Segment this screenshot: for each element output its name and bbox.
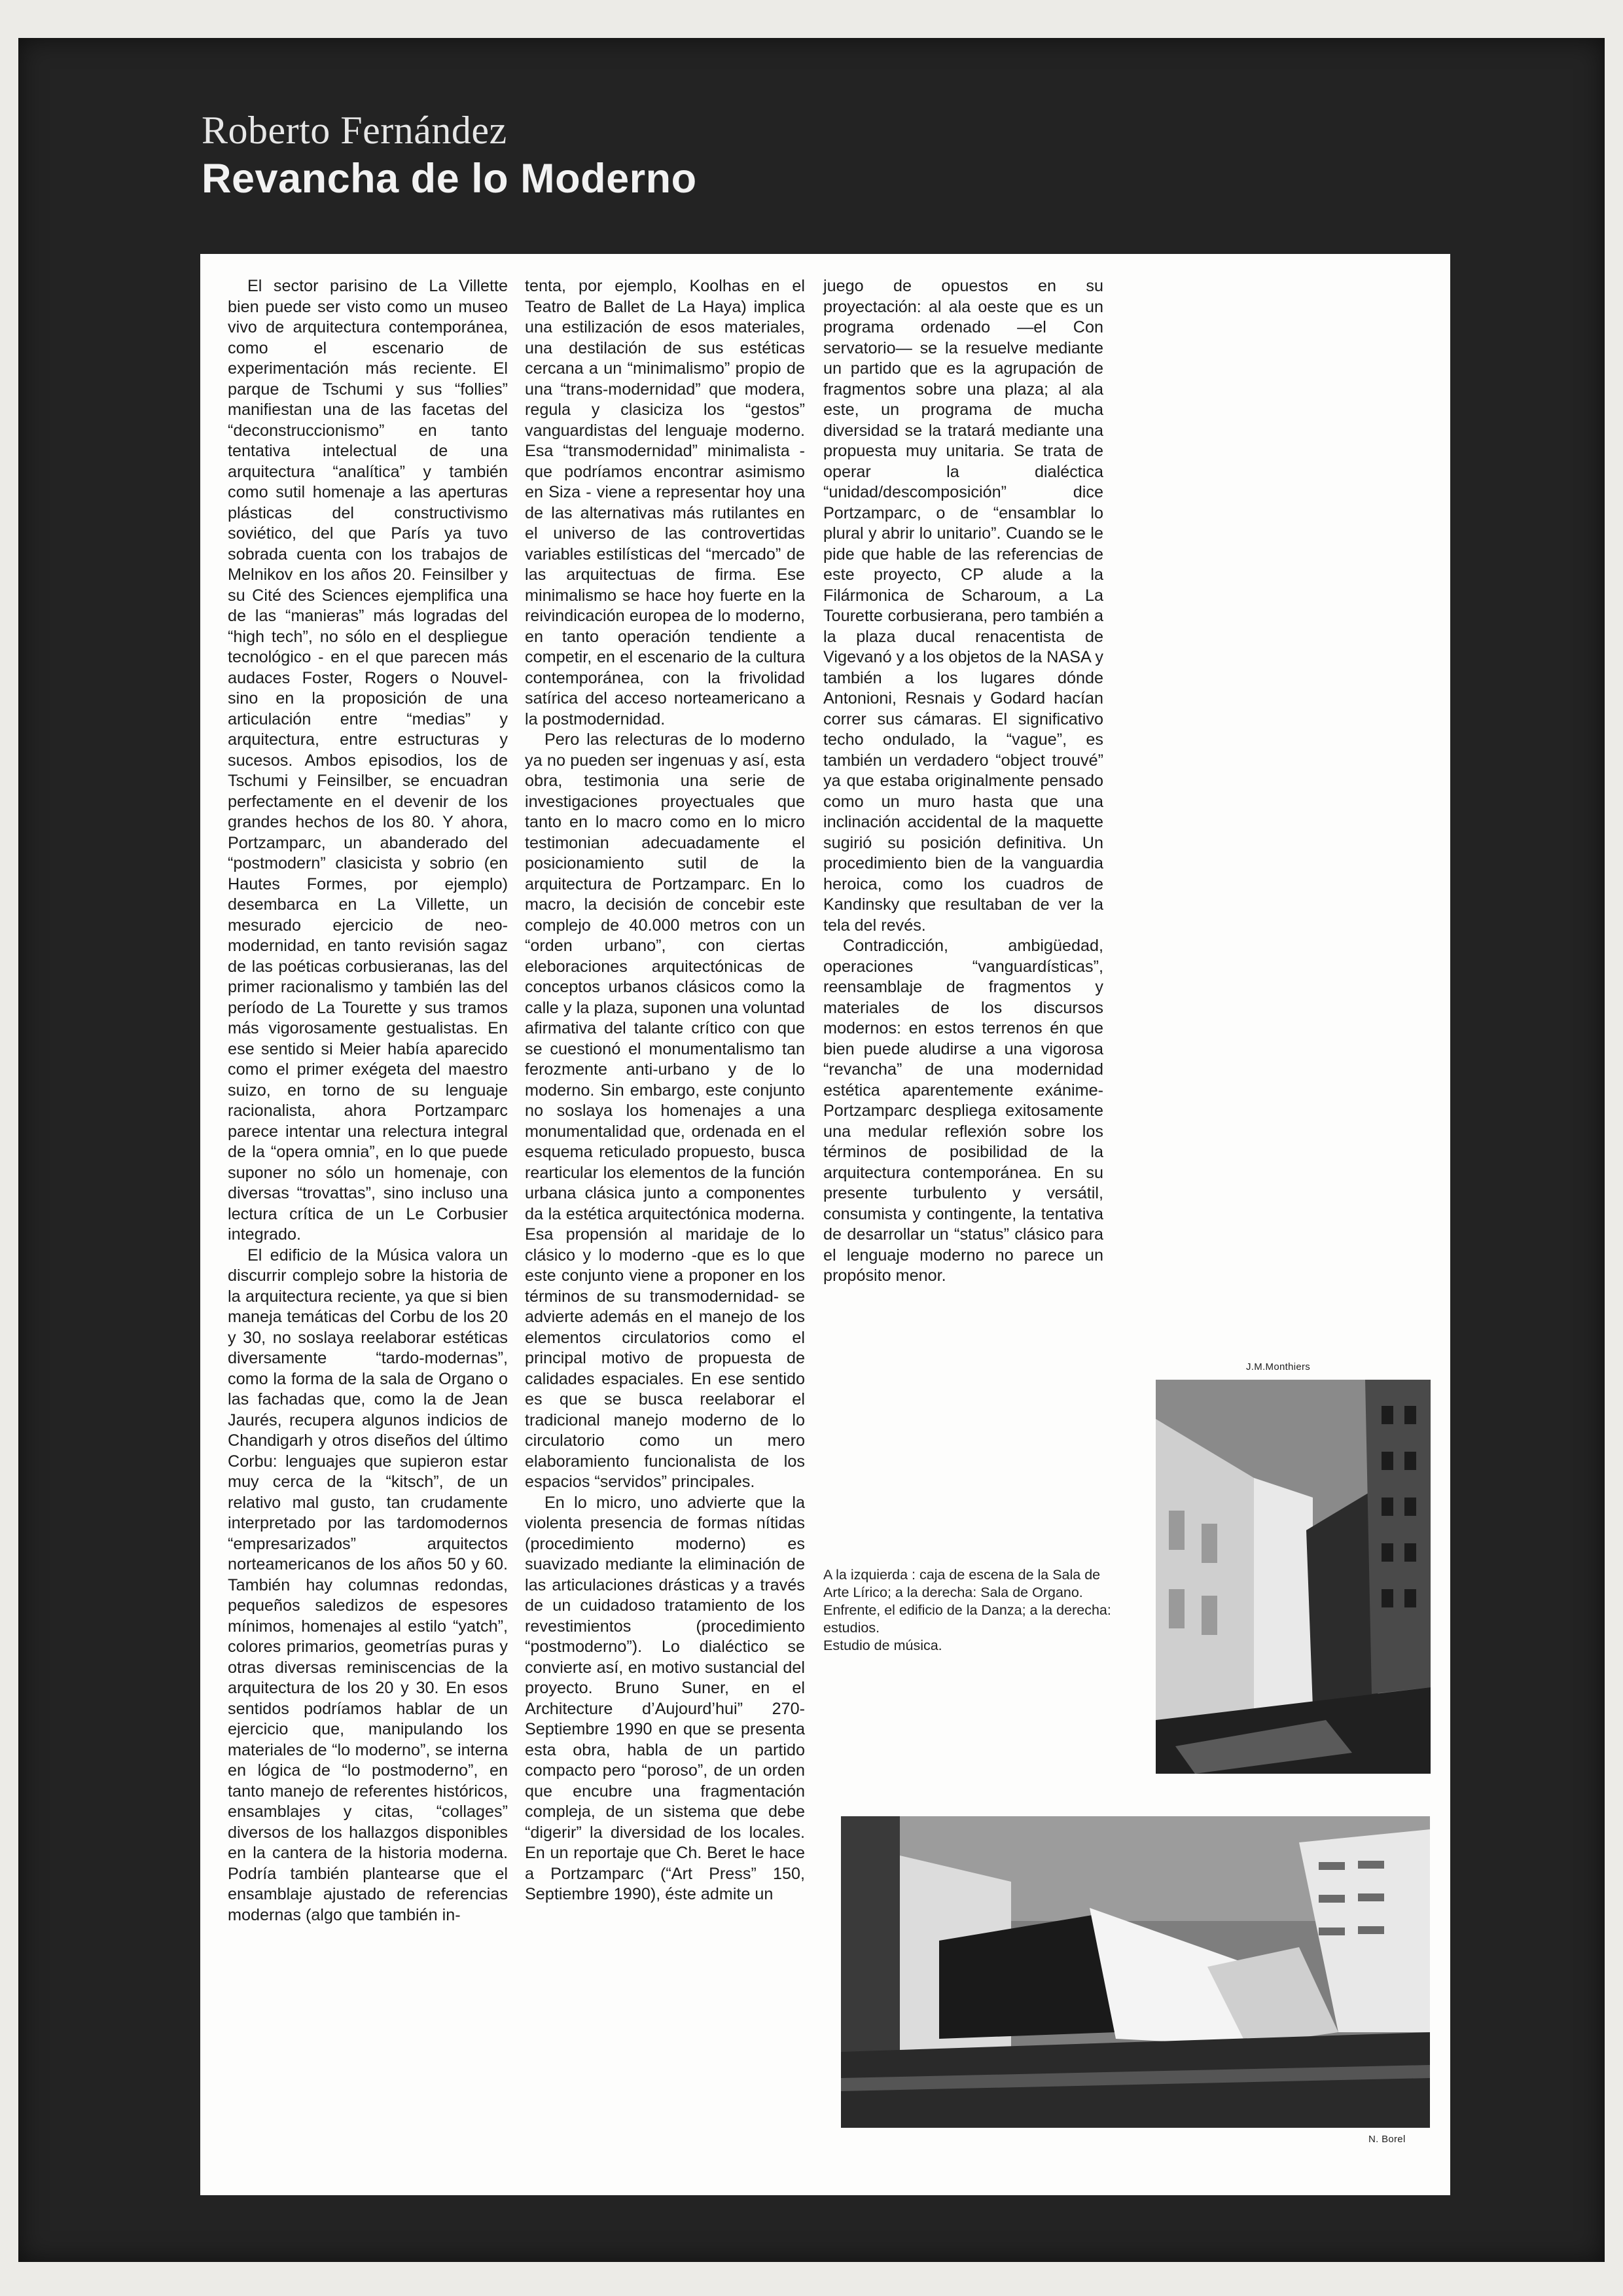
building-photo-2 xyxy=(841,1816,1430,2128)
paragraph: Contradicción, ambigüedad, operaciones “vanguardísticas”, reensamblaje de fragmentos y materiales de los discursos modernos: en estos terrenos én que bien puede aludirse a una vigorosa “revancha” de una modernidad estética aparentemente exánime- Portzamparc despliega exitosamente una medular reflexión sobre los términos de posibilidad de la arquitectura contemporánea. En su presente turbulento y versátil, consumista y contingente, la tentativa de desarrollar un “status” clásico para el lenguaje moderno no parece un propósito menor. xyxy=(823,937,1103,1285)
paragraph: juego de opuestos en su proyectación: al ala oeste que es un programa ordenado —el Con servatorio— se la resuelve mediante un partido que es la agrupación de fragmentos sobre una plaza; al ala este, un programa de mucha diversidad se la tratará mediante una propuesta muy unitaria. Se trata de operar la dialéctica “unidad/descomposición” dice Portzamparc, o de “ensamblar lo plural y abrir lo unitario”. Cuando se le pide que hable de las referencias de este proyecto, CP alude a la Filármonica de Scharoum, a La Tourette corbusierana, pero también a la plaza ducal renacentista de Vigevanó y a los objetos de la NASA y también a los lugares dónde Antonioni, Resnais y Godard hacían correr sus cámaras. El significativo techo ondulado, la “vague”, es también un verdadero “object trouvé” ya que estaba originalmente pensado como un muro hasta que una inclinación accidental de la maquette sugirió su posición definitiva. Un procedimiento bien de la vanguardia heroica, como los cuadros de Kandinsky que resultaban de ver la tela del revés. xyxy=(823,277,1103,935)
text-column-1 xyxy=(228,276,508,1926)
paragraph: Pero las relecturas de lo moderno ya no pueden ser ingenuas y así, esta obra, testimonia una serie de investigaciones proyectuales que tanto en lo macro como en lo micro testimonian adecuadamente el posicionamiento sutil de la arquitectura de Portzamparc. En lo macro, la decisión de concebir este complejo de 40.000 metros con un “orden urbano”, con ciertas eleboraciones arquitectónicas de conceptos urbanos clásicos como la calle y la plaza, suponen una voluntad afirmativa del talante crítico con que se cuestionó el monumentalismo tan ferozmente anti-urbano y de lo moderno. Sin embargo, este conjunto no soslaya los homenajes a una monumentalidad que, ordenada en el esquema reticulado propuesto, busca rearticular los elementos de la función urbana clásica junto a componentes da la estética arquitectónica moderna. Esa propensión al maridaje de lo clásico y lo moderno -que es lo que este conjunto viene a proponer en los términos de su transmodernidad- se advierte además en el manejo de los elementos circulatorios como el principal motivo de propuesta de calidades espaciales. En ese sentido es que se busca reelaborar el tradicional manejo moderno de lo circulatorio como un mero elaboramiento funcionalista de los espacios “servidos” principales. xyxy=(525,730,805,1491)
paragraph: El edificio de la Música valora un discurrir complejo sobre la historia de la arquitectura reciente, ya que si bien maneja temáticas del Corbu de los 20 y 30, no soslaya reelaborar estéticas diversamente “tardo-modernas”, como la forma de la sala de Organo o las fachadas que, como la de Jean Jaurés, recupera algunos indicios de Chandigarh y otros diseños del último Corbu: lenguajes que supieron estar muy cerca de la “kitsch”, de un relativo mal gusto, tan crudamente interpretado por las tardomodernos “empresarizados” arquitectos norteamericanos de los años 50 y 60. También hay columnas redondas, pequeños saledizos de espesores mínimos, homenajes al estilo “yatch”, colores primarios, geometrías puras y otras diversas reminiscencias de la arquitectura de los 20 y 30. En esos sentidos podríamos hablar de un ejercicio que, manipulando los materiales de “lo moderno”, se interna en lógica de “lo postmoderno”, en tanto manejo de referentes históricos, ensamblajes y citas, “collages” diversos de los hallazgos disponibles en la cantera de la historia moderna. Podría también plantearse que el ensamblaje ajustado de referencias modernas (algo que también in- xyxy=(228,1246,508,1924)
paragraph: El sector parisino de La Villette bien puede ser visto como un museo vivo de arquitectura contemporánea, como el escenario de experimentación más reciente. El parque de Tschumi y sus “follies” manifiestan una de las facetas del “deconstruccionismo” en tanto tentativa intelectual de una arquitectura “analítica” y también como sutil homenaje a las aperturas plásticas del constructivismo soviético, del que París ya tuvo sobrada cuenta con los trabajos de Melnikov en los años 20. Feinsilber y su Cité des Sciences ejemplifica una de las “manieras” más logradas del “high tech”, no sólo en el despliegue tecnológico - en el que parecen más audaces Foster, Rogers o Nouvel- sino en la proposición de una articulación entre “medias” y arquitectura, entre estructuras y sucesos. Ambos episodios, los de Tschumi y Feinsilber, se encuadran perfectamente en el devenir de los grandes hechos de los 80. Y ahora, Portzamparc, un abanderado del “postmodern” clasicista y sobrio (en Hautes Formes, por ejemplo) desembarca en La Villette, un mesurado ejercicio de neo-modernidad, en tanto revisión sagaz de las poéticas corbusieranas, las del primer racionalismo y también las del período de La Tourette y sus tramos más vigorosamente gestualistas. En ese sentido si Meier había aparecido como el primer exégeta del maestro suizo, en torno de su lenguaje racionalista, ahora Portzamparc parece intentar una relectura integral de la “opera omnia”, en lo que puede suponer no sólo un homenaje, con diversas “trovattas”, sino incluso una lectura crítica de un Le Corbusier integrado. xyxy=(228,277,508,1244)
caption-line: Estudio de música. xyxy=(823,1638,942,1653)
article-title: Revancha de lo Moderno xyxy=(202,156,697,202)
caption-line: A la izquierda : caja de escena de la Sala de Arte Lírico; a la derecha: Sala de Organo. xyxy=(823,1567,1101,1600)
text-column-2 xyxy=(525,276,805,1905)
photo-sala-de-organo xyxy=(1156,1380,1431,1774)
photo-caption xyxy=(823,1566,1111,1655)
caption-line: Enfrente, el edificio de la Danza; a la derecha: estudios. xyxy=(823,1602,1111,1636)
photo-edificio-danza xyxy=(841,1816,1430,2128)
paragraph: tenta, por ejemplo, Koolhas en el Teatro de Ballet de La Haya) implica una estilización de esos materiales, una destilación de sus estéticas cercana a un “minimalismo” propio de una “trans-modernidad” que modera, regula y clasiciza los “gestos” vanguardistas del lenguaje moderno. Esa “transmodernidad” minimalista -que podríamos encontrar asimismo en Siza - viene a representar hoy una de las alternativas más rutilantes en el universo de las controvertidas variables estilísticas del “mercado” de las arquitectuas de firma. Ese minimalismo se hace hoy fuerte en la reivindicación europea de lo moderno, en tanto operación tendiente a competir, en el escenario de la cultura contemporánea, con la frivolidad satírica del acceso norteamericano a la postmodernidad. xyxy=(525,277,805,728)
building-photo-1 xyxy=(1156,1380,1431,1774)
author-name: Roberto Fernández xyxy=(202,109,507,152)
photo-credit-bottom: N. Borel xyxy=(1368,2134,1406,2145)
paragraph: En lo micro, uno advierte que la violenta presencia de formas nítidas (procedimiento moderno) es suavizado mediante la eliminación de las articulaciones drásticas y a través de un cuidadoso tratamiento de los revestimientos (procedimiento “postmoderno”). Lo dialéctico se convierte así, en motivo sustancial del proyecto. Bruno Suner, en el Architecture d’Aujourd’hui” 270-Septiembre 1990 en que se presenta esta obra, habla de un partido compacto pero “poroso”, de un orden que encubre una fragmentación compleja, de un sistema que debe “digerir” la diversidad de los locales. En un reportaje que Ch. Beret le hace a Portzamparc (“Art Press” 150, Septiembre 1990), éste admite un xyxy=(525,1493,805,1903)
text-column-3 xyxy=(823,276,1103,1287)
photo-credit-top: J.M.Monthiers xyxy=(1246,1361,1311,1372)
